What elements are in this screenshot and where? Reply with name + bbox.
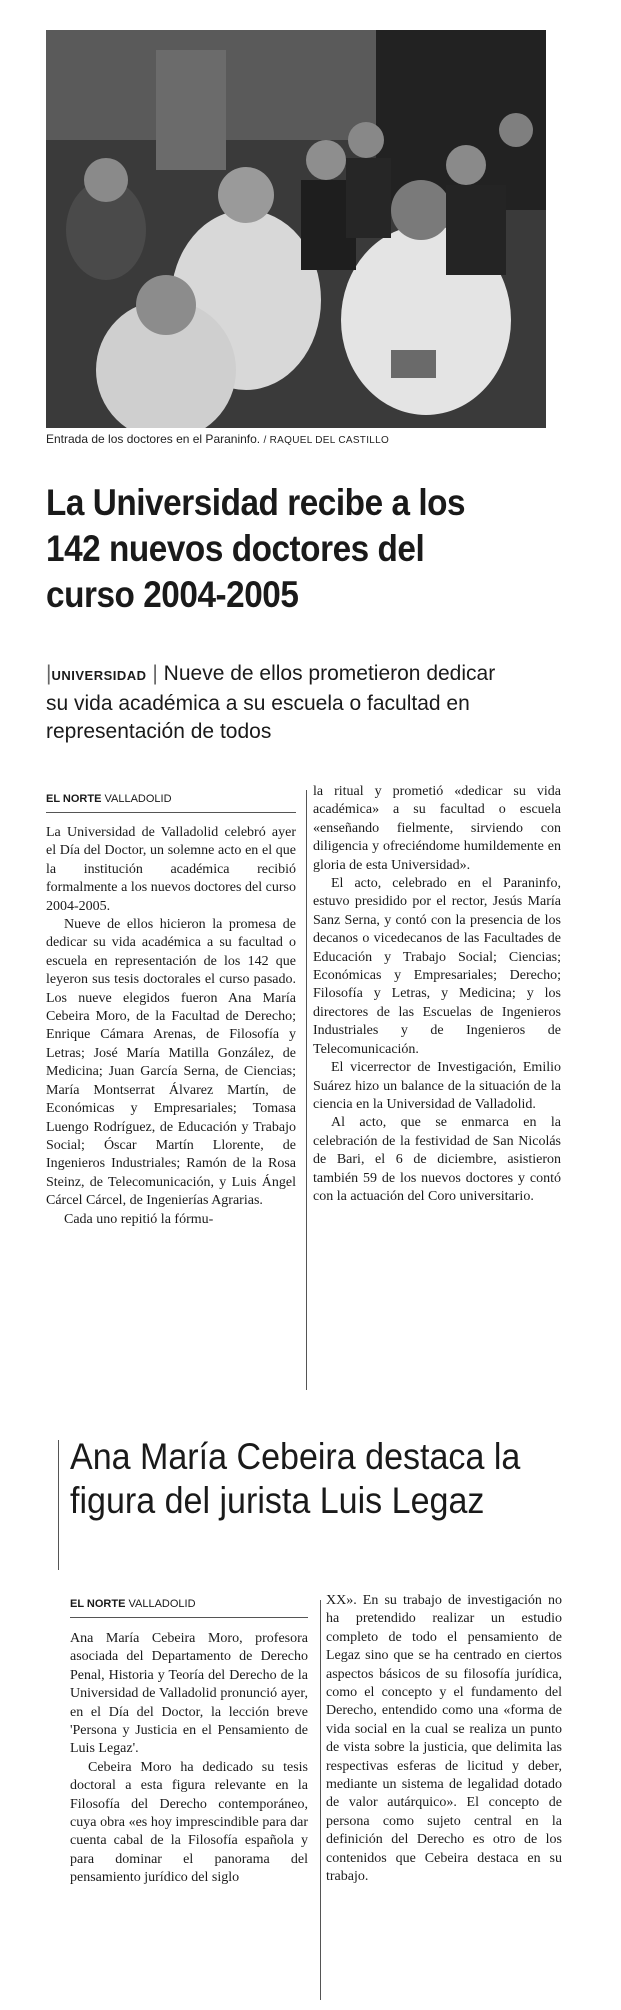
headline-side-rule [58,1440,59,1570]
column-divider [306,790,307,1390]
article1-headline: La Universidad recibe a los 142 nuevos doctores del curso 2004-2005 [46,482,466,615]
deck-text: Nueve de ellos prometieron dedicar su vida académica a su escuela o facultad en representación de todos [46,662,496,743]
byline-source: EL NORTE [46,793,102,805]
paragraph: Cada uno repitió la fórmu- [64,1211,214,1227]
paragraph: La Universidad de Valladolid celebró ayer el Día del Doctor, un solemne acto en el que la institución académica recibió formalmente a los nuevos doctores del curso 2004-2005. [46,825,296,914]
photo-credit: / RAQUEL DEL CASTILLO [263,435,390,446]
paragraph: XX». En su trabajo de investigación no ha pretendido realizar un estudio completo de todo el pensamiento de Legaz sino que se ha centrado en ciertos aspectos básicos de su filosofía jurídica, como el concepto y el fundamento del Derecho, entendido como una «forma de vida social en la cual se realiza un punto de vista sobre la justicia, que delimita las respectivas esferas de licitud y deber, mediante un sistema de legalidad dotado de valor autárquico». El concepto de persona como sujeto central en la definición del Derecho es otro de los contenidos que Cebeira destaca en su trabajo. [326,1593,562,1885]
caption-text: Entrada de los doctores en el Paraninfo. [46,432,261,446]
photo-caption [46,432,566,446]
article1-deck: |UNIVERSIDAD | Nueve de ellos prometieron dedicar su vida académica a su escuela o facultad en representación de todos [46,662,496,743]
byline-place: VALLADOLID [104,793,172,805]
section-tag: UNIVERSIDAD [51,668,147,683]
paragraph: Nueve de ellos hicieron la promesa de dedicar su vida académica a su facultad o escuela en representación de los 142 que leyeron sus tesis doctorales el curso pasado. Los nueve elegidos fueron Ana María Cebeira Moro, de la Facultad de Derecho; Enrique Cámara Arenas, de Filosofía y Letras; José María Matilla González, de Medicina; Juan García Serna, de Ciencias; María Montserrat Álvarez Martín, de Económicas y Empresariales; Tomasa Luengo Rodríguez, de Educación y Trabajo Social; Óscar Martín Llorente, de Ingenieros Industriales; Ramón de la Rosa Steinz, de Telecomunicación, y Luis Ángel Cárcel Cárcel, de Ingenierías Agrarias. [46,917,296,1209]
article2-headline: Ana María Cebeira destaca la figura del jurista Luis Legaz [70,1436,521,1521]
byline-rule [70,1617,308,1618]
article1-byline [46,793,172,805]
paragraph: la ritual y prometió «dedicar su vida académica» a su facultad o escuela «enseñando fielmente, sirviendo con diligencia y ofreciéndome humildemente en gloria de esta Universidad». [313,784,561,873]
paragraph: Al acto, que se enmarca en la celebración de la festividad de San Nicolás de Bari, el 6 de diciembre, asistieron también 59 de los nuevos doctores y contó con la actuación del Coro universitario. [313,1115,561,1204]
paragraph: El vicerrector de Investigación, Emilio Suárez hizo un balance de la situación de la ciencia en la Universidad de Valladolid. [313,1060,561,1112]
article1-column-2 [313,783,561,1206]
article2-column-1 [70,1630,308,1888]
article2-byline [70,1598,196,1610]
byline-source: EL NORTE [70,1598,126,1610]
article2-column-2 [326,1592,562,1887]
byline-place: VALLADOLID [128,1598,196,1610]
paragraph: El acto, celebrado en el Paraninfo, estuvo presidido por el rector, Jesús María Sanz Serna, y contó con la presencia de los decanos o vicedecanos de las Facultades de Educación y Trabajo Social; Ciencias; Económicas y Empresariales; Derecho; Filosofía y Letras, y Medicina; y los directores de las Escuelas de Ingenieros Industriales y de Ingenieros de Telecomunicación. [313,876,561,1057]
paragraph: Ana María Cebeira Moro, profesora asociada del Departamento de Derecho Penal, Historia y Teoría del Derecho de la Universidad de Valladolid pronunció ayer, en el Día del Doctor, la lección breve 'Persona y Justicia en el Pensamiento de Luis Legaz'. [70,1631,308,1757]
byline-rule [46,812,296,813]
paragraph: Cebeira Moro ha dedicado su tesis doctoral a esta figura relevante en la Filosofía del Derecho contemporáneo, cuya obra «es hoy imprescindible para dar cuenta cabal de la Filosofía española y para dominar el panorama del pensamiento jurídico del siglo [70,1759,308,1886]
column-divider [320,1600,321,2000]
ceremony-photo [46,30,546,428]
article1-column-1 [46,824,296,1229]
